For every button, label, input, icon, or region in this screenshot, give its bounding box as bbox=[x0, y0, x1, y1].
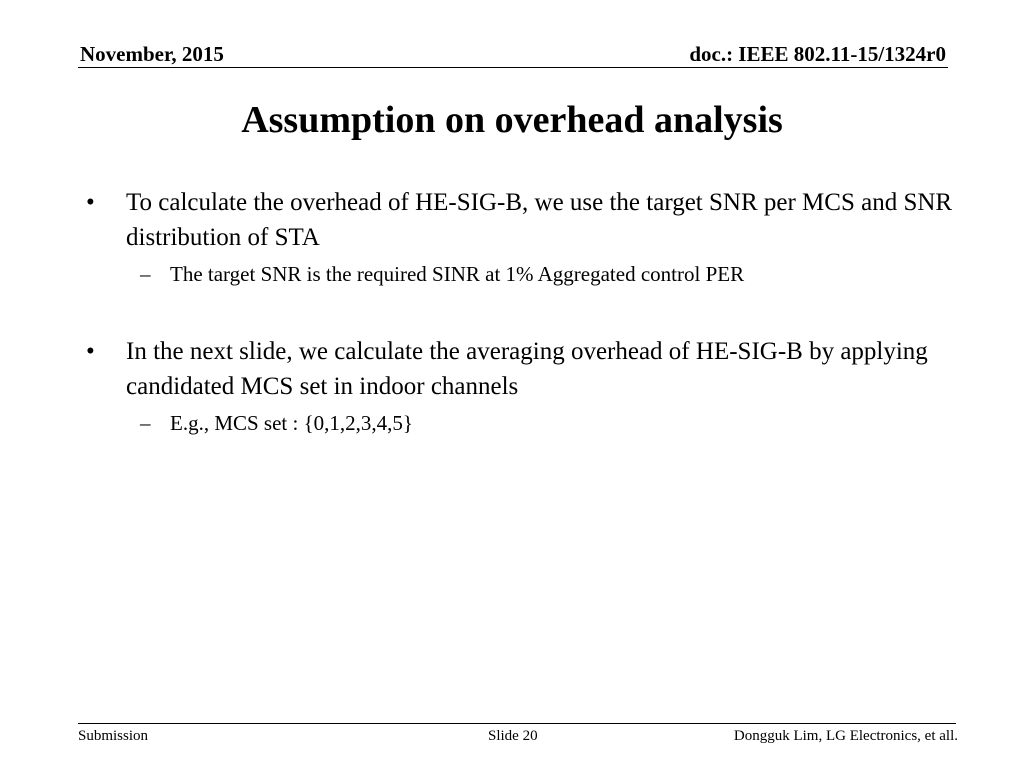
sub-bullet-marker: – bbox=[140, 262, 151, 286]
sub-bullet-text: The target SNR is the required SINR at 1% Aggregated control PER bbox=[170, 262, 745, 286]
footer-divider bbox=[78, 723, 956, 724]
slide-title: Assumption on overhead analysis bbox=[241, 99, 783, 141]
bullet-text: In the next slide, we calculate the averaging overhead of HE-SIG-B by applying candidated MCS set in indoor channels bbox=[126, 338, 928, 400]
sub-bullet-item bbox=[86, 260, 956, 288]
header-date: November, 2015 bbox=[80, 42, 224, 66]
footer-slide-number: Slide 20 bbox=[488, 728, 538, 744]
header-divider bbox=[78, 67, 948, 68]
sub-bullet-item bbox=[86, 409, 956, 437]
bullet-marker: • bbox=[86, 189, 95, 216]
sub-bullet-marker: – bbox=[140, 411, 151, 435]
bullet-item bbox=[86, 334, 956, 404]
header-doc-id: doc.: IEEE 802.11-15/1324r0 bbox=[689, 42, 946, 66]
bullet-marker: • bbox=[86, 338, 95, 365]
bullet-item bbox=[86, 185, 956, 255]
footer-submission: Submission bbox=[78, 728, 149, 744]
bullet-text: To calculate the overhead of HE-SIG-B, we use the target SNR per MCS and SNR distribution of STA bbox=[126, 189, 953, 251]
slide-body bbox=[86, 185, 956, 437]
footer-authors: Dongguk Lim, LG Electronics, et all. bbox=[733, 728, 958, 744]
spacer bbox=[86, 288, 956, 334]
sub-bullet-text: E.g., MCS set : {0,1,2,3,4,5} bbox=[170, 411, 414, 435]
